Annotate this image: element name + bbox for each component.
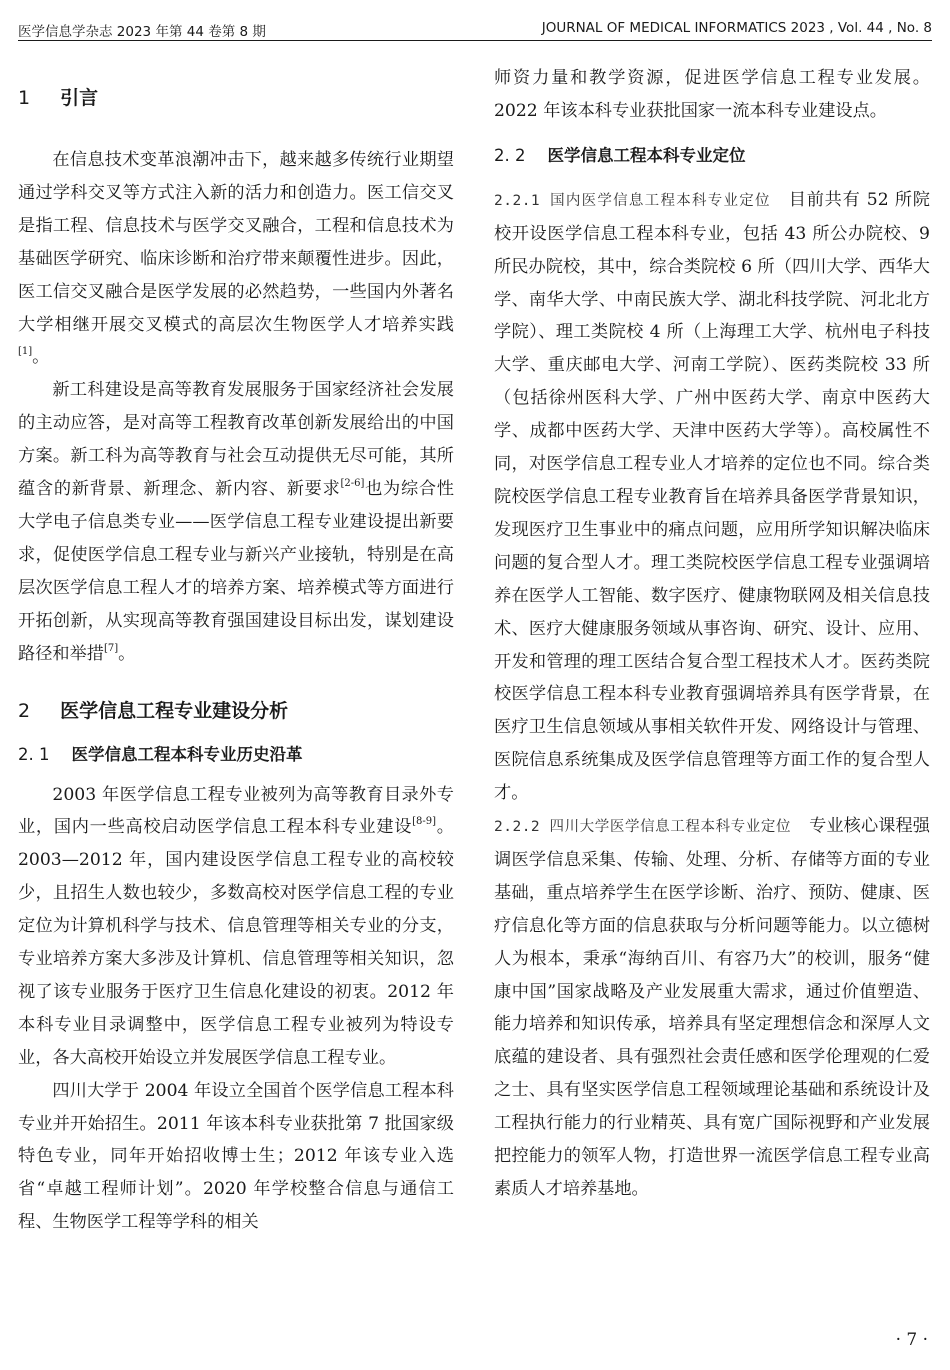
right-column — [494, 62, 930, 1206]
citation-ref: [7] — [103, 642, 119, 654]
section-2-2-title: 医学信息工程本科专业定位 — [547, 145, 746, 165]
intro-p2-text-b: 也为综合性大学电子信息类专业——医学信息工程专业建设提出新要求，促使医学信息工程专业与新兴产业接轨，特别是在高层次医学信息工程人才的培养方案、培养模式等方面进行开拓创新，从实现高等教育强国建设目标出发，谋划建设路径和举措 — [18, 479, 454, 664]
intro-paragraph-2 — [18, 374, 454, 670]
history-p1-text-a: 2003 年医学信息工程专业被列为高等教育目录外专业，国内一些高校启动医学信息工程本科专业建设 — [18, 784, 454, 838]
history-p1-text-b: 。2003—2012 年，国内建设医学信息工程专业的高校较少，且招生人数也较少，多数高校对医学信息工程的专业定位为计算机科学与技术、信息管理等相关专业的分支，专业培养方案大多涉及计算机、信息管理等相关知识，忽视了该专业服务于医疗卫生信息化建设的初衷。2012 年本科专业目录调整中，医学信息工程专业被列为特设专业，各大高校开始设立并发展医学信息工程专业。 — [18, 817, 454, 1068]
section-2-heading — [18, 695, 454, 727]
subsection-2-2-1-text: 目前共有 52 所院校开设医学信息工程本科专业，包括 43 所公办院校、9 所民办院校，其中，综合类院校 6 所（四川大学、西华大学、南华大学、中南民族大学、湖北科技学院、河北北方学院）、理工类院校 4 所（上海理工大学、杭州电子科技大学、重庆邮电大学、河南工学院）、医药类院校 33 所（包括徐州医科大学、广州中医药大学、南京中医药大学、成都中医药大学、天津中医药大学等）。高校属性不同，对医学信息工程专业人才培养的定位也不同。综合类院校医学信息工程专业教育旨在培养具备医学背景知识，发现医疗卫生事业中的痛点问题，应用所学知识解决临床问题的复合型人才。理工类院校医学信息工程专业强调培养在医学人工智能、数字医疗、健康物联网及相关信息技术、医疗大健康服务领域从事咨询、研究、设计、应用、开发和管理的理工医结合复合型工程技术人才。医药类院校医学信息工程本科专业教育强调培养具有医学背景，在医疗卫生信息领域从事相关软件开发、网络设计与管理、医院信息系统集成及医学信息管理等方面工作的复合型人才。 — [494, 189, 930, 804]
section-2-1-title: 医学信息工程本科专业历史沿革 — [71, 744, 303, 764]
header-journal-en: JOURNAL OF MEDICAL INFORMATICS 2023 , Vol. 44 , No. 8 — [541, 20, 932, 36]
section-1-title: 引言 — [60, 87, 99, 109]
positioning-domestic-paragraph — [494, 184, 930, 810]
section-2-2-number: 2. 2 — [494, 145, 526, 165]
left-column — [18, 66, 454, 1239]
header-journal-cn: 医学信息学杂志 2023 年第 44 卷第 8 期 — [18, 24, 266, 40]
section-1-number: 1 — [18, 87, 31, 109]
citation-ref: [1] — [18, 346, 33, 358]
history-paragraph-2-start: 四川大学于 2004 年设立全国首个医学信息工程本科专业并开始招生。2011 年该本科专业获批第 7 批国家级特色专业，同年开始招收博士生；2012 年该专业入选省“卓越工程师计划”。2020 年学校整合信息与通信工程、生物医学工程等学科的相关 — [18, 1080, 454, 1233]
section-2-1-heading — [18, 739, 454, 771]
intro-p2-end: 。 — [118, 643, 136, 664]
intro-p2-text-a: 新工科建设是高等教育发展服务于国家经济社会发展的主动应答，是对高等工程教育改革创新发展给出的中国方案。新工科为高等教育与社会互动提供无尽可能，其所蕴含的新背景、新理念、新内容、新要求 — [18, 380, 454, 500]
page-number: · 7 · — [895, 1330, 928, 1350]
citation-ref: [2-6] — [340, 478, 365, 490]
positioning-scu-paragraph — [494, 810, 930, 1206]
citation-ref: [8-9] — [412, 816, 437, 828]
section-2-number: 2 — [18, 699, 31, 722]
running-header — [18, 16, 932, 41]
section-2-1-number: 2. 1 — [18, 744, 50, 764]
section-2-2-heading — [494, 140, 930, 172]
section-2-title: 医学信息工程专业建设分析 — [60, 699, 289, 722]
section-1-heading — [18, 82, 454, 114]
history-paragraph-2-cont: 师资力量和教学资源，促进医学信息工程专业发展。2022 年该本科专业获批国家一流本科专业建设点。 — [494, 68, 930, 121]
intro-paragraph-1 — [18, 144, 454, 374]
history-paragraph-1 — [18, 779, 454, 1075]
subsection-2-2-1-label: 2.2.1 国内医学信息工程本科专业定位 — [494, 192, 771, 209]
intro-p1-text: 在信息技术变革浪潮冲击下，越来越多传统行业期望通过学科交叉等方式注入新的活力和创造力。医工信交叉是指工程、信息技术与医学交叉融合，工程和信息技术为基础医学研究、临床诊断和治疗带来颠覆性进步。因此，医工信交叉融合是医学发展的必然趋势，一些国内外著名大学相继开展交叉模式的高层次生物医学人才培养实践 — [18, 150, 454, 335]
subsection-2-2-2-label: 2.2.2 四川大学医学信息工程本科专业定位 — [494, 819, 792, 836]
subsection-2-2-2-text: 专业核心课程强调医学信息采集、传输、处理、分析、存储等方面的专业基础，重点培养学生在医学诊断、治疗、预防、健康、医疗信息化等方面的信息获取与分析问题等能力。以立德树人为根本，秉承“海纳百川、有容乃大”的校训，服务“健康中国”国家战略及产业发展重大需求，通过价值塑造、能力培养和知识传承，培养具有坚定理想信念和深厚人文底蕴的建设者、具有强烈社会责任感和医学伦理观的仁爱之士、具有坚实医学信息工程领域理论基础和系统设计及工程执行能力的行业精英、具有宽广国际视野和产业发展把控能力的领军人物，打造世界一流医学信息工程专业高素质人才培养基地。 — [494, 816, 930, 1199]
intro-p1-end: 。 — [32, 347, 50, 368]
